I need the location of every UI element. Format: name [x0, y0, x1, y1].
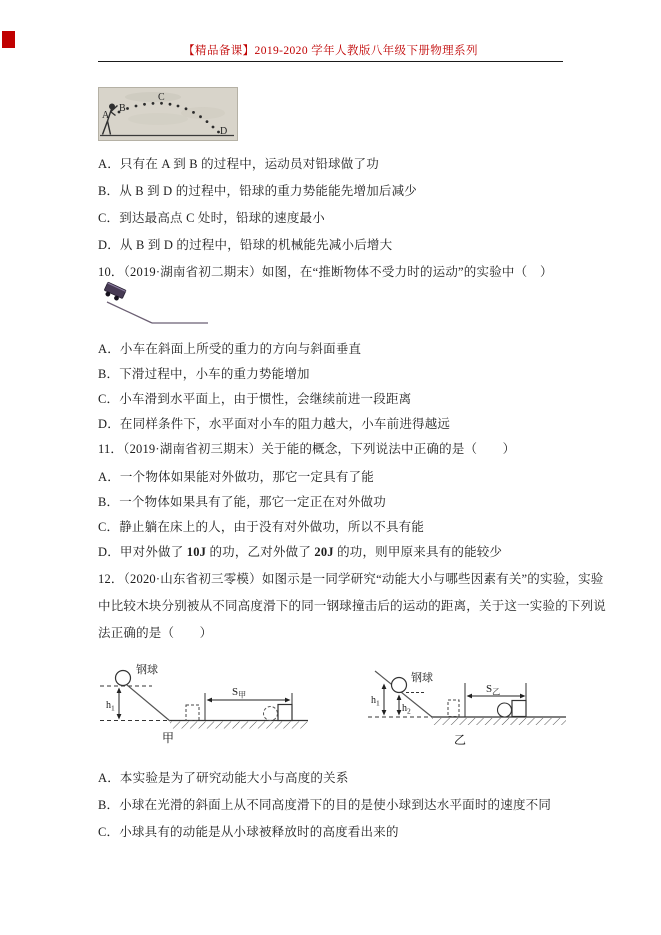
jia-incline — [127, 685, 170, 721]
yi-h2-base: h — [402, 703, 407, 714]
jia-distance-label — [232, 686, 246, 700]
jia-s-sub: 甲 — [238, 690, 247, 700]
q12-stem-line2: 中比较木块分别被从不同高度滑下的同一钢球撞击后的运动的距离，关于这一实验的下列说 — [98, 599, 607, 613]
jia-h-base: h — [106, 700, 111, 711]
q11-option-a: A．一个物体如果能对外做功，那它一定具有了能 — [98, 470, 374, 484]
jia-distance-arrow — [207, 698, 291, 703]
jia-ball-label: 钢球 — [136, 664, 158, 676]
yi-s-sub: 乙 — [492, 687, 501, 697]
yi-height2-label — [402, 703, 411, 716]
jia-height-label — [106, 700, 115, 713]
q11-d-bold-20j: 20J — [314, 545, 334, 559]
q9-option-c: C．到达最高点 C 处时，铅球的速度最小 — [98, 211, 325, 225]
q9-option-b: B．从 B 到 D 的过程中，铅球的重力势能能先增加后减少 — [98, 184, 418, 198]
yi-h2-sub: 2 — [407, 706, 411, 716]
jia-height-arrow — [117, 688, 122, 720]
shotput-trajectory-figure — [98, 87, 238, 141]
jia-steel-ball — [116, 671, 131, 686]
q10-option-b: B．下滑过程中，小车的重力势能增加 — [98, 367, 310, 381]
yi-distance-label — [486, 683, 500, 697]
q11-d-text1: D．甲对外做了 — [98, 545, 187, 559]
jia-block-final — [278, 705, 292, 721]
header-divider — [98, 61, 563, 62]
point-label-a: A — [102, 110, 110, 121]
q10-option-c: C．小车滑到水平面上，由于惯性，会继续前进一段距离 — [98, 392, 412, 406]
q11-d-text2: 的功，乙对外做了 — [206, 545, 315, 559]
q11-option-b: B．一个物体如果具有了能，那它一定正在对外做功 — [98, 495, 386, 509]
jia-caption: 甲 — [162, 731, 175, 745]
yi-caption: 乙 — [454, 733, 467, 747]
yi-height2-arrow — [397, 695, 402, 716]
q12-option-b: B．小球在光滑的斜面上从不同高度滑下的目的是使小球到达水平面时的速度不同 — [98, 798, 552, 812]
experiment-figure-yi — [368, 655, 568, 749]
q11-stem: 11．（2019·湖南省初三期末）关于能的概念，下列说法中正确的是（ ） — [98, 442, 516, 456]
q11-option-c: C．静止躺在床上的人，由于没有对外做功，所以不具有能 — [98, 520, 425, 534]
yi-height1-arrow — [382, 684, 387, 716]
q11-d-bold-10j: 10J — [186, 545, 207, 559]
q12-option-c: C．小球具有的动能是从小球被释放时的高度看出来的 — [98, 825, 399, 839]
yi-block-final — [512, 701, 526, 717]
jia-block-initial-dashed — [186, 705, 199, 721]
page-header-title: 【精品备课】2019-2020 学年人教版八年级下册物理系列 — [183, 45, 478, 57]
q11-option-d — [98, 545, 502, 560]
q12-option-a: A．本实验是为了研究动能大小与高度的关系 — [98, 771, 349, 785]
yi-steel-ball — [392, 678, 407, 693]
yi-ball-final — [498, 703, 512, 717]
q12-stem-line1: 12．（2020·山东省初三零模）如图示是一同学研究“动能大小与哪些因素有关”的实验，实验 — [98, 572, 604, 586]
experiment-figure-jia — [100, 657, 312, 749]
point-label-d: D — [220, 126, 228, 137]
jia-s-base: S — [232, 686, 239, 698]
cart — [102, 282, 126, 303]
jia-ball-final-dashed — [264, 707, 278, 721]
yi-ball-label: 钢球 — [411, 672, 433, 684]
jia-h-sub: 1 — [111, 703, 115, 713]
point-label-c: C — [158, 92, 165, 103]
q9-option-a: A．只有在 A 到 B 的过程中，运动员对铅球做了功 — [98, 157, 379, 171]
q10-option-a: A．小车在斜面上所受的重力的方向与斜面垂直 — [98, 342, 362, 356]
yi-height1-label — [371, 695, 380, 708]
q9-option-d: D．从 B 到 D 的过程中，铅球的机械能先减小后增大 — [98, 238, 393, 252]
yi-h1-base: h — [371, 695, 376, 706]
q10-option-d: D．在同样条件下，水平面对小车的阻力越大，小车前进得越远 — [98, 417, 451, 431]
q10-stem: 10．（2019·湖南省初二期末）如图，在“推断物体不受力时的运动”的实验中（ ） — [98, 265, 553, 279]
yi-h1-sub: 1 — [376, 698, 380, 708]
q11-d-text3: 的功，则甲原来具有的能较少 — [333, 545, 503, 559]
cart-incline-figure — [98, 280, 216, 328]
q12-stem-line3: 法正确的是（ ） — [98, 626, 213, 640]
point-label-b: B — [119, 103, 126, 114]
yi-block-initial-dashed — [448, 700, 459, 717]
yi-s-base: S — [486, 683, 493, 695]
